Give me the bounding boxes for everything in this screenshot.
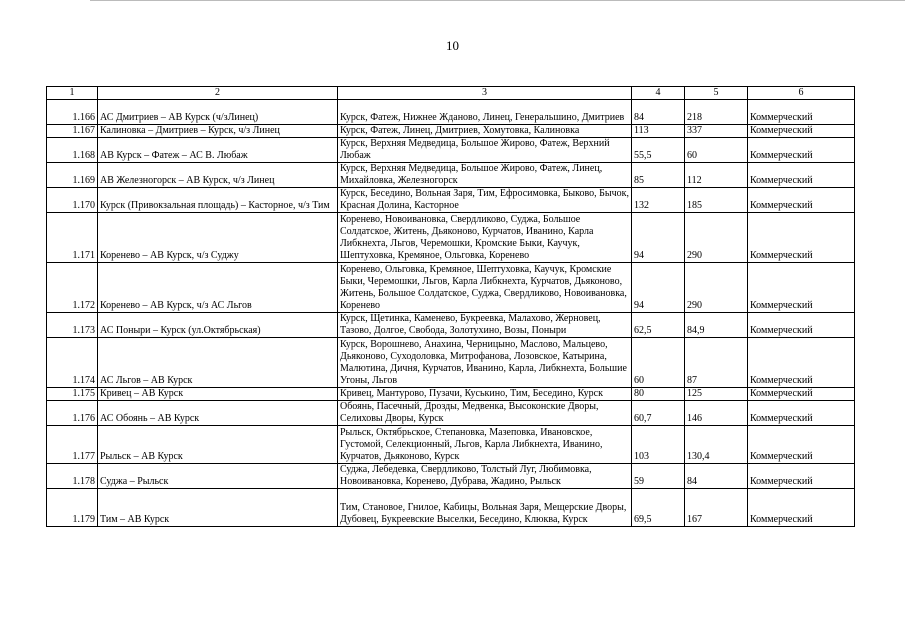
route-length-2: 290 [685,263,748,313]
table-row [47,213,855,263]
route-length-2: 337 [685,125,748,138]
route-type: Коммерческий [748,125,855,138]
route-length-1: 132 [632,188,685,213]
route-type: Коммерческий [748,401,855,426]
route-name: Суджа – Рыльск [98,464,338,489]
route-length-1: 103 [632,426,685,464]
route-length-2: 125 [685,388,748,401]
route-name: АС Поныри – Курск (ул.Октябрьская) [98,313,338,338]
row-number: 1.169 [47,163,98,188]
row-number: 1.179 [47,489,98,527]
route-length-1: 94 [632,213,685,263]
table-row [47,426,855,464]
route-name: АС Дмитриев – АВ Курск (ч/зЛинец) [98,100,338,125]
route-name: АС Обоянь – АВ Курск [98,401,338,426]
table-row [47,188,855,213]
route-length-2: 290 [685,213,748,263]
route-length-2: 112 [685,163,748,188]
table-row [47,388,855,401]
route-stops: Коренево, Новоивановка, Свердликово, Суджа, Большое Солдатское, Житень, Дьяконово, Курчатов, Иванино, Карла Либкнехта, Льгов, Черемошки, Кромские Быки, Каучук, Шептуховка, Кремяное, Ольговка, Коренево [338,213,632,263]
table-row [47,100,855,125]
page-number: 10 [446,38,459,53]
route-type: Коммерческий [748,163,855,188]
table-row [47,401,855,426]
route-length-2: 218 [685,100,748,125]
row-number: 1.178 [47,464,98,489]
row-number: 1.166 [47,100,98,125]
route-length-2: 87 [685,338,748,388]
row-number: 1.171 [47,213,98,263]
route-length-2: 146 [685,401,748,426]
route-length-1: 113 [632,125,685,138]
table-row [47,338,855,388]
row-number: 1.175 [47,388,98,401]
route-type: Коммерческий [748,388,855,401]
route-stops: Курск, Верхняя Медведица, Большое Жирово, Фатеж, Верхний Любаж [338,138,632,163]
route-name: АС Льгов – АВ Курск [98,338,338,388]
scan-edge-top [90,0,905,1]
route-stops: Кривец, Мантурово, Пузачи, Куськино, Тим, Беседино, Курск [338,388,632,401]
route-length-2: 167 [685,489,748,527]
route-type: Коммерческий [748,138,855,163]
route-type: Коммерческий [748,426,855,464]
route-name: Рыльск – АВ Курск [98,426,338,464]
table-row [47,138,855,163]
table-row [47,313,855,338]
route-stops: Обоянь, Пасечный, Дрозды, Медвенка, Высоконские Дворы, Селиховы Дворы, Курск [338,401,632,426]
route-type: Коммерческий [748,313,855,338]
route-length-2: 130,4 [685,426,748,464]
route-type: Коммерческий [748,338,855,388]
route-length-1: 80 [632,388,685,401]
route-length-2: 84,9 [685,313,748,338]
row-number: 1.177 [47,426,98,464]
row-number: 1.170 [47,188,98,213]
row-number: 1.173 [47,313,98,338]
routes-table [46,86,855,527]
route-stops: Курск, Верхняя Медведица, Большое Жирово, Фатеж, Линец, Михайловка, Железногорск [338,163,632,188]
header-cell: 2 [98,87,338,100]
header-cell: 4 [632,87,685,100]
route-stops: Курск, Щетинка, Каменево, Букреевка, Малахово, Жерновец, Тазово, Долгое, Свобода, Золотухино, Возы, Поныри [338,313,632,338]
route-length-1: 69,5 [632,489,685,527]
route-length-1: 62,5 [632,313,685,338]
route-stops: Суджа, Лебедевка, Свердликово, Толстый Луг, Любимовка, Новоивановка, Коренево, Дубрава, Жадино, Рыльск [338,464,632,489]
route-stops: Курск, Фатеж, Нижнее Жданово, Линец, Генеральшино, Дмитриев [338,100,632,125]
table-row [47,263,855,313]
table-row [47,464,855,489]
route-type: Коммерческий [748,464,855,489]
route-stops: Коренево, Ольговка, Кремяное, Шептуховка, Каучук, Кромские Быки, Черемошки, Льгов, Карла Либкнехта, Курчатов, Дьяконово, Житень, Большое Солдатское, Суджа, Свердликово, Новоивановка, Коренево [338,263,632,313]
route-type: Коммерческий [748,489,855,527]
row-number: 1.172 [47,263,98,313]
route-name: Курск (Привокзальная площадь) – Касторное, ч/з Тим [98,188,338,213]
route-stops: Тим, Становое, Гнилое, Кабицы, Вольная Заря, Мещерские Дворы, Дубовец, Букреевские Выселки, Беседино, Клюква, Курск [338,489,632,527]
row-number: 1.168 [47,138,98,163]
route-stops: Курск, Фатеж, Линец, Дмитриев, Хомутовка, Калиновка [338,125,632,138]
route-name: Коренево – АВ Курск, ч/з АС Льгов [98,263,338,313]
route-stops: Курск, Беседино, Вольная Заря, Тим, Ефросимовка, Быково, Бычок, Красная Долина, Касторное [338,188,632,213]
route-type: Коммерческий [748,100,855,125]
header-cell: 5 [685,87,748,100]
route-type: Коммерческий [748,263,855,313]
route-type: Коммерческий [748,188,855,213]
route-length-1: 55,5 [632,138,685,163]
table-row [47,163,855,188]
route-length-1: 59 [632,464,685,489]
route-stops: Рыльск, Октябрьское, Степановка, Мазеповка, Ивановское, Густомой, Селекционный, Льгов, Карла Либкнехта, Иванино, Курчатов, Дьяконово, Курск [338,426,632,464]
route-name: Тим – АВ Курск [98,489,338,527]
route-name: АВ Курск – Фатеж – АС В. Любаж [98,138,338,163]
header-cell: 6 [748,87,855,100]
route-length-1: 85 [632,163,685,188]
route-length-1: 94 [632,263,685,313]
header-cell: 1 [47,87,98,100]
route-length-1: 60 [632,338,685,388]
route-name: Калиновка – Дмитриев – Курск, ч/з Линец [98,125,338,138]
route-stops: Курск, Ворошнево, Анахина, Черницыно, Маслово, Мальцево, Дьяконово, Суходоловка, Митрофанова, Лозовское, Катырина, Малютина, Дичня, Курчатов, Иванино, Карла, Либкнехта, Большие Угоны, Льгов [338,338,632,388]
table-row [47,125,855,138]
route-name: Кривец – АВ Курск [98,388,338,401]
route-length-1: 84 [632,100,685,125]
row-number: 1.176 [47,401,98,426]
table-row [47,489,855,527]
route-length-1: 60,7 [632,401,685,426]
header-row [47,87,855,100]
route-name: АВ Железногорск – АВ Курск, ч/з Линец [98,163,338,188]
route-name: Коренево – АВ Курск, ч/з Суджу [98,213,338,263]
route-length-2: 60 [685,138,748,163]
route-length-2: 185 [685,188,748,213]
row-number: 1.174 [47,338,98,388]
header-cell: 3 [338,87,632,100]
row-number: 1.167 [47,125,98,138]
route-length-2: 84 [685,464,748,489]
route-type: Коммерческий [748,213,855,263]
